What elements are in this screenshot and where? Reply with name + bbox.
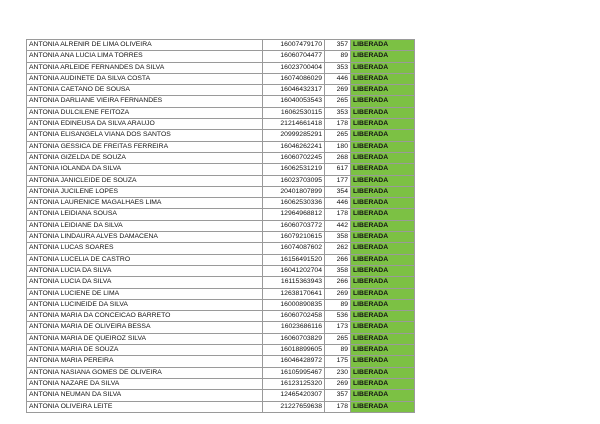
name-cell: ANTONIA MARIA DA CONCEICAO BARRETO: [27, 311, 263, 322]
status-badge: LIBERADA: [351, 198, 415, 209]
status-badge: LIBERADA: [351, 254, 415, 265]
status-badge: LIBERADA: [351, 322, 415, 333]
count-cell: 358: [325, 265, 351, 276]
name-cell: ANTONIA LUCINEIDE DA SILVA: [27, 299, 263, 310]
status-badge: LIBERADA: [351, 311, 415, 322]
code-cell: 16074087602: [263, 243, 325, 254]
code-cell: 16023700404: [263, 62, 325, 73]
name-cell: ANTONIA MARIA DE QUEIROZ SILVA: [27, 333, 263, 344]
count-cell: 536: [325, 311, 351, 322]
table-row: [27, 96, 415, 107]
code-cell: 12964968812: [263, 209, 325, 220]
code-cell: 16062530336: [263, 198, 325, 209]
status-badge: LIBERADA: [351, 152, 415, 163]
table-row: [27, 175, 415, 186]
name-cell: ANTONIA LUCELIA DE CASTRO: [27, 254, 263, 265]
status-badge: LIBERADA: [351, 107, 415, 118]
table-row: [27, 243, 415, 254]
code-cell: 16105995467: [263, 367, 325, 378]
table-row: [27, 209, 415, 220]
count-cell: 442: [325, 220, 351, 231]
code-cell: 16060703829: [263, 333, 325, 344]
code-cell: 20999285291: [263, 130, 325, 141]
status-badge: LIBERADA: [351, 40, 415, 51]
status-badge: LIBERADA: [351, 378, 415, 389]
status-badge: LIBERADA: [351, 186, 415, 197]
name-cell: ANTONIA NAZARE DA SILVA: [27, 378, 263, 389]
code-cell: 16041202704: [263, 265, 325, 276]
code-cell: 16060703772: [263, 220, 325, 231]
name-cell: ANTONIA GIZELDA DE SOUZA: [27, 152, 263, 163]
count-cell: 230: [325, 367, 351, 378]
status-badge: LIBERADA: [351, 243, 415, 254]
code-cell: 16115363943: [263, 277, 325, 288]
count-cell: 269: [325, 288, 351, 299]
code-cell: 12638170641: [263, 288, 325, 299]
table-row: [27, 401, 415, 412]
name-cell: ANTONIA NEUMAN DA SILVA: [27, 390, 263, 401]
name-cell: ANTONIA LUCIA DA SILVA: [27, 277, 263, 288]
code-cell: 16023703095: [263, 175, 325, 186]
name-cell: ANTONIA ALRENIR DE LIMA OLIVEIRA: [27, 40, 263, 51]
table-row: [27, 40, 415, 51]
status-badge: LIBERADA: [351, 164, 415, 175]
status-badge: LIBERADA: [351, 401, 415, 412]
beneficiary-table: [26, 39, 415, 413]
status-badge: LIBERADA: [351, 390, 415, 401]
table-row: [27, 322, 415, 333]
count-cell: 446: [325, 198, 351, 209]
count-cell: 446: [325, 73, 351, 84]
name-cell: ANTONIA MARIA PEREIRA: [27, 356, 263, 367]
code-cell: 16046432317: [263, 85, 325, 96]
name-cell: ANTONIA MARIA DE OLIVEIRA BESSA: [27, 322, 263, 333]
count-cell: 178: [325, 401, 351, 412]
count-cell: 89: [325, 345, 351, 356]
count-cell: 175: [325, 356, 351, 367]
table-row: [27, 130, 415, 141]
name-cell: ANTONIA DARLIANE VIEIRA FERNANDES: [27, 96, 263, 107]
status-badge: LIBERADA: [351, 345, 415, 356]
count-cell: 177: [325, 175, 351, 186]
count-cell: 178: [325, 119, 351, 130]
status-badge: LIBERADA: [351, 356, 415, 367]
name-cell: ANTONIA CAETANO DE SOUSA: [27, 85, 263, 96]
status-badge: LIBERADA: [351, 299, 415, 310]
code-cell: 16060702245: [263, 152, 325, 163]
count-cell: 173: [325, 322, 351, 333]
name-cell: ANTONIA AUDINETE DA SILVA COSTA: [27, 73, 263, 84]
count-cell: 268: [325, 152, 351, 163]
name-cell: ANTONIA ELISANGELA VIANA DOS SANTOS: [27, 130, 263, 141]
count-cell: 265: [325, 130, 351, 141]
table-row: [27, 51, 415, 62]
code-cell: 16062530115: [263, 107, 325, 118]
count-cell: 266: [325, 277, 351, 288]
code-cell: 16040053543: [263, 96, 325, 107]
table-row: [27, 299, 415, 310]
name-cell: ANTONIA LUCAS SOARES: [27, 243, 263, 254]
status-badge: LIBERADA: [351, 277, 415, 288]
code-cell: 21214661418: [263, 119, 325, 130]
name-cell: ANTONIA LEIDIANA SOUSA: [27, 209, 263, 220]
table-row: [27, 141, 415, 152]
table-row: [27, 232, 415, 243]
count-cell: 265: [325, 333, 351, 344]
count-cell: 354: [325, 186, 351, 197]
count-cell: 357: [325, 390, 351, 401]
status-badge: LIBERADA: [351, 96, 415, 107]
count-cell: 89: [325, 299, 351, 310]
count-cell: 617: [325, 164, 351, 175]
table-body: [27, 40, 415, 413]
code-cell: 16074086029: [263, 73, 325, 84]
name-cell: ANTONIA LINDAURA ALVES DAMACENA: [27, 232, 263, 243]
status-badge: LIBERADA: [351, 265, 415, 276]
code-cell: 16046262241: [263, 141, 325, 152]
name-cell: ANTONIA MARIA DE SOUZA: [27, 345, 263, 356]
count-cell: 89: [325, 51, 351, 62]
name-cell: ANTONIA ARLEIDE FERNANDES DA SILVA: [27, 62, 263, 73]
table-row: [27, 356, 415, 367]
name-cell: ANTONIA EDINEUSA DA SILVA ARAUJO: [27, 119, 263, 130]
name-cell: ANTONIA LAURENICE MAGALHAES LIMA: [27, 198, 263, 209]
code-cell: 21227659638: [263, 401, 325, 412]
name-cell: ANTONIA OLIVEIRA LEITE: [27, 401, 263, 412]
table-row: [27, 152, 415, 163]
table-row: [27, 254, 415, 265]
status-badge: LIBERADA: [351, 175, 415, 186]
code-cell: 20401807899: [263, 186, 325, 197]
code-cell: 16023686116: [263, 322, 325, 333]
code-cell: 16156491520: [263, 254, 325, 265]
table-row: [27, 277, 415, 288]
count-cell: 357: [325, 40, 351, 51]
table-row: [27, 288, 415, 299]
name-cell: ANTONIA DULCILENE FEITOZA: [27, 107, 263, 118]
code-cell: 16046428972: [263, 356, 325, 367]
code-cell: 16060702458: [263, 311, 325, 322]
table-row: [27, 85, 415, 96]
table-row: [27, 62, 415, 73]
status-badge: LIBERADA: [351, 73, 415, 84]
table-row: [27, 345, 415, 356]
count-cell: 353: [325, 107, 351, 118]
table-row: [27, 164, 415, 175]
count-cell: 269: [325, 378, 351, 389]
status-badge: LIBERADA: [351, 220, 415, 231]
name-cell: ANTONIA JUCILENE LOPES: [27, 186, 263, 197]
count-cell: 269: [325, 85, 351, 96]
name-cell: ANTONIA LUCIA DA SILVA: [27, 265, 263, 276]
table-row: [27, 107, 415, 118]
code-cell: 16018899605: [263, 345, 325, 356]
status-badge: LIBERADA: [351, 232, 415, 243]
count-cell: 266: [325, 254, 351, 265]
status-badge: LIBERADA: [351, 62, 415, 73]
status-badge: LIBERADA: [351, 85, 415, 96]
table-row: [27, 265, 415, 276]
name-cell: ANTONIA LUCIENE DE LIMA: [27, 288, 263, 299]
table-row: [27, 311, 415, 322]
name-cell: ANTONIA IOLANDA DA SILVA: [27, 164, 263, 175]
code-cell: 16062531219: [263, 164, 325, 175]
count-cell: 180: [325, 141, 351, 152]
code-cell: 12465420307: [263, 390, 325, 401]
code-cell: 16000890835: [263, 299, 325, 310]
name-cell: ANTONIA ANA LUCIA LIMA TORRES: [27, 51, 263, 62]
status-badge: LIBERADA: [351, 333, 415, 344]
count-cell: 353: [325, 62, 351, 73]
status-badge: LIBERADA: [351, 119, 415, 130]
table-row: [27, 220, 415, 231]
table-row: [27, 378, 415, 389]
code-cell: 16079210615: [263, 232, 325, 243]
table-row: [27, 73, 415, 84]
name-cell: ANTONIA NASIANA GOMES DE OLIVEIRA: [27, 367, 263, 378]
status-badge: LIBERADA: [351, 141, 415, 152]
table-row: [27, 186, 415, 197]
table-row: [27, 367, 415, 378]
count-cell: 358: [325, 232, 351, 243]
status-badge: LIBERADA: [351, 130, 415, 141]
code-cell: 16123125320: [263, 378, 325, 389]
status-badge: LIBERADA: [351, 51, 415, 62]
name-cell: ANTONIA LEIDIANE DA SILVA: [27, 220, 263, 231]
table-row: [27, 333, 415, 344]
code-cell: 16060704477: [263, 51, 325, 62]
status-badge: LIBERADA: [351, 209, 415, 220]
name-cell: ANTONIA JANICLEIDE DE SOUZA: [27, 175, 263, 186]
table-row: [27, 390, 415, 401]
name-cell: ANTONIA GESSICA DE FREITAS FERREIRA: [27, 141, 263, 152]
code-cell: 16007479170: [263, 40, 325, 51]
table-row: [27, 119, 415, 130]
count-cell: 178: [325, 209, 351, 220]
status-badge: LIBERADA: [351, 288, 415, 299]
table-row: [27, 198, 415, 209]
count-cell: 262: [325, 243, 351, 254]
status-badge: LIBERADA: [351, 367, 415, 378]
count-cell: 265: [325, 96, 351, 107]
